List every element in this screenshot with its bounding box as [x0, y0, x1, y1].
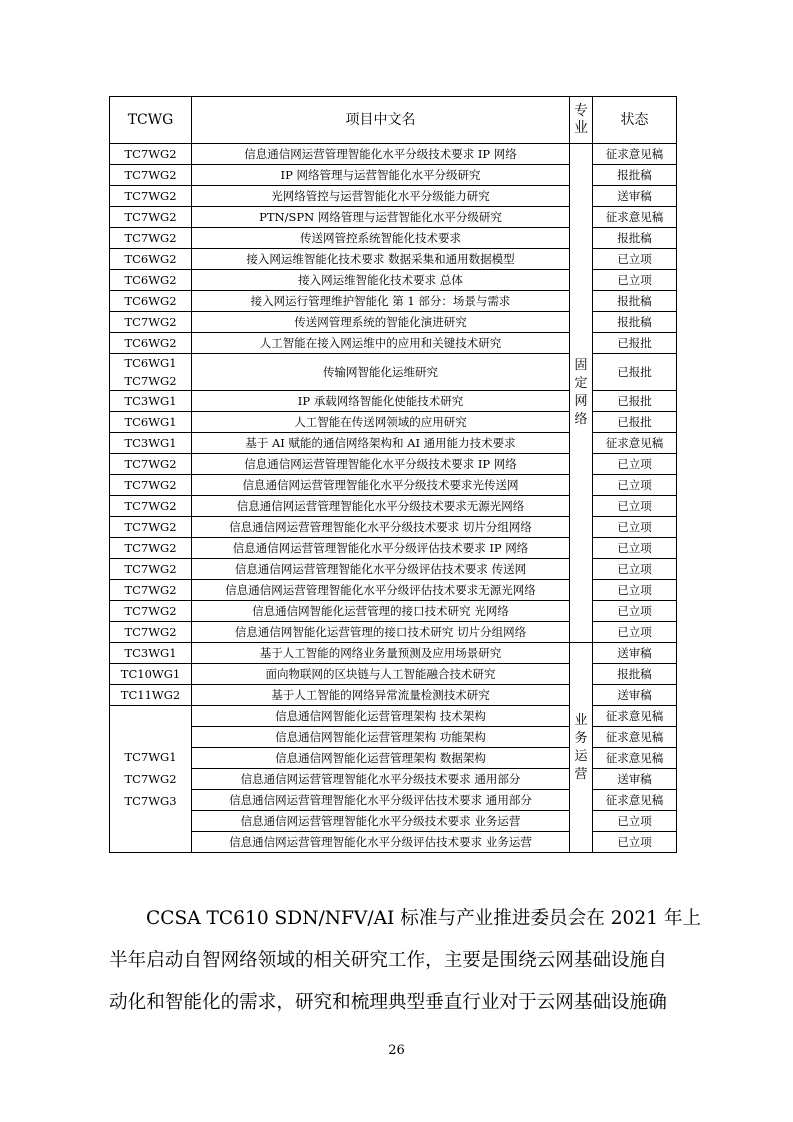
group-fixed-network — [570, 144, 593, 643]
cell-status: 已立项 — [593, 811, 677, 832]
cell-tcwg: TC7WG2 — [110, 312, 192, 333]
cell-tcwg: TC11WG2 — [110, 685, 192, 706]
cell-project-name: 信息通信网运营管理智能化水平分级技术要求 业务运营 — [192, 811, 570, 832]
cell-status: 已立项 — [593, 475, 677, 496]
cell-status: 征求意见稿 — [593, 433, 677, 454]
body-paragraph-line-2: 半年启动自智网络领域的相关研究工作，主要是围绕云网基础设施自 — [109, 950, 667, 971]
cell-status: 已立项 — [593, 832, 677, 853]
cell-tcwg: TC7WG2 — [110, 559, 192, 580]
cell-tcwg: TC6WG2 — [110, 249, 192, 270]
cell-status: 已立项 — [593, 454, 677, 475]
cell-tcwg: TC3WG1 — [110, 433, 192, 454]
body-paragraph-line-3: 动化和智能化的需求，研究和梳理典型垂直行业对于云网基础设施确 — [109, 992, 667, 1013]
cell-project-name: IP 网络管理与运营智能化水平分级研究 — [192, 165, 570, 186]
cell-status: 征求意见稿 — [593, 144, 677, 165]
cell-project-name: 信息通信网运营管理智能化水平分级评估技术要求 业务运营 — [192, 832, 570, 853]
cell-tcwg-line: TC6WG1 — [124, 356, 177, 370]
cell-status: 已立项 — [593, 496, 677, 517]
cell-tcwg-merged — [110, 706, 192, 853]
cell-tcwg: TC7WG2 — [110, 207, 192, 228]
cell-tcwg: TC7WG2 — [110, 622, 192, 643]
cell-tcwg: TC3WG1 — [110, 643, 192, 664]
table-row — [110, 144, 677, 165]
table-header-row — [110, 97, 677, 144]
body-paragraph-line-1: CCSA TC610 SDN/NFV/AI 标准与产业推进委员会在 2021 年上 — [146, 908, 702, 929]
cell-project-name: 信息通信网运营管理智能化水平分级技术要求 IP 网络 — [192, 144, 570, 165]
header-project-name: 项目中文名 — [192, 97, 570, 144]
header-specialty-char-1: 专 — [574, 103, 588, 119]
group-char: 务 — [574, 730, 588, 746]
cell-status: 已立项 — [593, 601, 677, 622]
cell-project-name: 信息通信网智能化运营管理架构 数据架构 — [192, 748, 570, 769]
cell-tcwg-line: TC7WG1 — [124, 750, 177, 764]
cell-project-name: 信息通信网智能化运营管理的接口技术研究 切片分组网络 — [192, 622, 570, 643]
cell-status: 已报批 — [593, 391, 677, 412]
cell-tcwg: TC6WG2 — [110, 291, 192, 312]
cell-tcwg-line: TC7WG2 — [124, 374, 177, 388]
cell-project-name: 接入网运行管理维护智能化 第 1 部分：场景与需求 — [192, 291, 570, 312]
cell-tcwg-line: TC7WG3 — [124, 794, 177, 808]
cell-project-name: 面向物联网的区块链与人工智能融合技术研究 — [192, 664, 570, 685]
cell-status: 已立项 — [593, 622, 677, 643]
cell-project-name: 传送网管控系统智能化技术要求 — [192, 228, 570, 249]
cell-status: 征求意见稿 — [593, 727, 677, 748]
cell-status: 送审稿 — [593, 769, 677, 790]
cell-status: 报批稿 — [593, 165, 677, 186]
cell-status: 报批稿 — [593, 312, 677, 333]
cell-tcwg: TC6WG2 — [110, 270, 192, 291]
cell-tcwg: TC7WG2 — [110, 580, 192, 601]
cell-tcwg: TC7WG2 — [110, 454, 192, 475]
cell-status: 已立项 — [593, 270, 677, 291]
page-number: 26 — [388, 1043, 405, 1058]
cell-tcwg: TC7WG2 — [110, 475, 192, 496]
cell-project-name: 信息通信网运营管理智能化水平分级评估技术要求 IP 网络 — [192, 538, 570, 559]
header-specialty-char-2: 业 — [574, 120, 588, 136]
standards-table — [109, 96, 677, 853]
cell-project-name: 接入网运维智能化技术要求 总体 — [192, 270, 570, 291]
cell-project-name: 信息通信网运营管理智能化水平分级评估技术要求无源光网络 — [192, 580, 570, 601]
header-tcwg: TCWG — [110, 97, 192, 144]
cell-tcwg: TC7WG2 — [110, 538, 192, 559]
cell-project-name: IP 承载网络智能化使能技术研究 — [192, 391, 570, 412]
cell-project-name: PTN/SPN 网络管理与运营智能化水平分级研究 — [192, 207, 570, 228]
cell-project-name: 信息通信网运营管理智能化水平分级技术要求 IP 网络 — [192, 454, 570, 475]
cell-project-name: 信息通信网智能化运营管理架构 功能架构 — [192, 727, 570, 748]
cell-status: 征求意见稿 — [593, 207, 677, 228]
cell-tcwg — [110, 354, 192, 391]
group-char: 网 — [574, 394, 588, 409]
cell-tcwg: TC7WG2 — [110, 517, 192, 538]
cell-tcwg: TC10WG1 — [110, 664, 192, 685]
cell-project-name: 接入网运维智能化技术要求 数据采集和通用数据模型 — [192, 249, 570, 270]
table-row — [110, 643, 677, 664]
cell-tcwg: TC7WG2 — [110, 165, 192, 186]
cell-status: 已立项 — [593, 538, 677, 559]
group-char: 业 — [574, 712, 588, 728]
cell-status: 报批稿 — [593, 228, 677, 249]
group-char: 络 — [574, 412, 588, 427]
cell-tcwg-line: TC7WG2 — [124, 772, 177, 786]
group-char: 运 — [574, 748, 588, 764]
cell-status: 已立项 — [593, 580, 677, 601]
cell-project-name: 传输网智能化运维研究 — [192, 354, 570, 391]
group-business-operation — [570, 643, 593, 853]
cell-tcwg: TC7WG2 — [110, 496, 192, 517]
cell-tcwg: TC6WG1 — [110, 412, 192, 433]
cell-status: 已立项 — [593, 249, 677, 270]
cell-status: 报批稿 — [593, 291, 677, 312]
cell-project-name: 人工智能在传送网领域的应用研究 — [192, 412, 570, 433]
cell-tcwg: TC3WG1 — [110, 391, 192, 412]
cell-tcwg: TC7WG2 — [110, 228, 192, 249]
cell-status: 征求意见稿 — [593, 706, 677, 727]
header-status: 状态 — [593, 97, 677, 144]
cell-project-name: 光网络管控与运营智能化水平分级能力研究 — [192, 186, 570, 207]
cell-status: 已报批 — [593, 354, 677, 391]
cell-project-name: 信息通信网运营管理智能化水平分级技术要求 通用部分 — [192, 769, 570, 790]
cell-status: 征求意见稿 — [593, 748, 677, 769]
cell-status: 已报批 — [593, 412, 677, 433]
cell-tcwg: TC7WG2 — [110, 186, 192, 207]
cell-project-name: 基于人工智能的网络业务量预测及应用场景研究 — [192, 643, 570, 664]
cell-status: 报批稿 — [593, 664, 677, 685]
cell-project-name: 传送网管理系统的智能化演进研究 — [192, 312, 570, 333]
cell-status: 已立项 — [593, 517, 677, 538]
cell-project-name: 信息通信网运营管理智能化水平分级评估技术要求 通用部分 — [192, 790, 570, 811]
cell-project-name: 人工智能在接入网运维中的应用和关键技术研究 — [192, 333, 570, 354]
cell-tcwg: TC7WG2 — [110, 601, 192, 622]
cell-tcwg: TC7WG2 — [110, 144, 192, 165]
group-char: 固 — [574, 358, 588, 373]
cell-project-name: 信息通信网运营管理智能化水平分级技术要求光传送网 — [192, 475, 570, 496]
cell-status: 征求意见稿 — [593, 790, 677, 811]
cell-tcwg: TC6WG2 — [110, 333, 192, 354]
cell-status: 已报批 — [593, 333, 677, 354]
cell-project-name: 信息通信网运营管理智能化水平分级评估技术要求 传送网 — [192, 559, 570, 580]
group-char: 营 — [574, 766, 588, 782]
cell-project-name: 基于人工智能的网络异常流量检测技术研究 — [192, 685, 570, 706]
cell-project-name: 信息通信网智能化运营管理的接口技术研究 光网络 — [192, 601, 570, 622]
cell-project-name: 信息通信网智能化运营管理架构 技术架构 — [192, 706, 570, 727]
cell-status: 送审稿 — [593, 186, 677, 207]
cell-project-name: 基于 AI 赋能的通信网络架构和 AI 通用能力技术要求 — [192, 433, 570, 454]
header-specialty — [570, 97, 593, 144]
cell-project-name: 信息通信网运营管理智能化水平分级技术要求无源光网络 — [192, 496, 570, 517]
cell-status: 已立项 — [593, 559, 677, 580]
cell-project-name: 信息通信网运营管理智能化水平分级技术要求 切片分组网络 — [192, 517, 570, 538]
cell-status: 送审稿 — [593, 643, 677, 664]
group-char: 定 — [574, 376, 588, 391]
cell-status: 送审稿 — [593, 685, 677, 706]
